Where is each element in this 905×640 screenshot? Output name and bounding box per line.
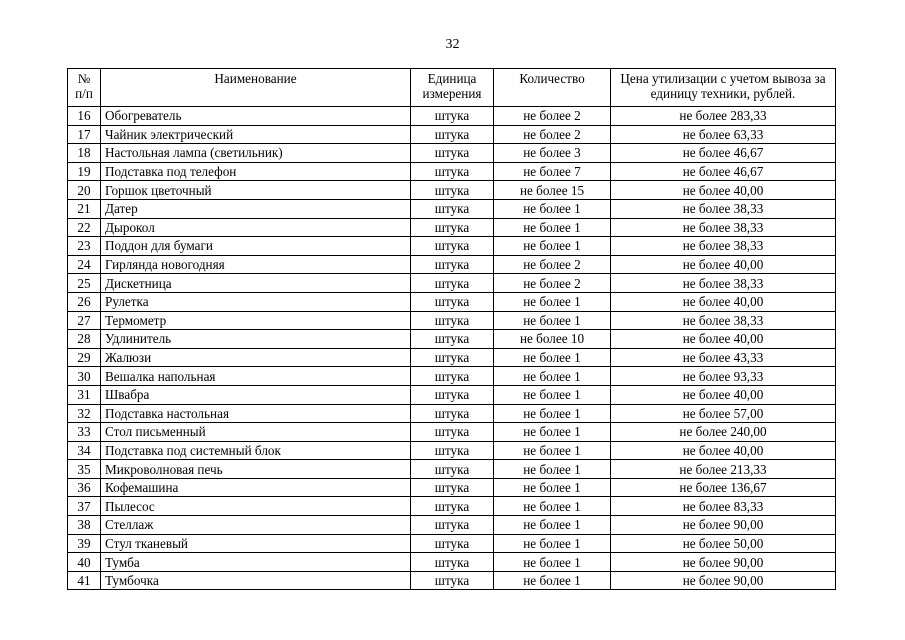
- row-number: 36: [68, 478, 101, 497]
- table-row: [68, 107, 836, 126]
- unit-cell: штука: [411, 404, 494, 423]
- price-cell: не более 57,00: [611, 404, 836, 423]
- price-cell: не более 40,00: [611, 292, 836, 311]
- quantity-cell: не более 1: [494, 478, 611, 497]
- item-name: Удлинитель: [101, 330, 411, 349]
- price-cell: не более 38,33: [611, 274, 836, 293]
- price-cell: не более 38,33: [611, 218, 836, 237]
- row-number: 32: [68, 404, 101, 423]
- quantity-cell: не более 7: [494, 162, 611, 181]
- row-number: 30: [68, 367, 101, 386]
- row-number: 31: [68, 385, 101, 404]
- item-name: Дискетница: [101, 274, 411, 293]
- row-number: 17: [68, 125, 101, 144]
- table-row: [68, 144, 836, 163]
- quantity-cell: не более 1: [494, 460, 611, 479]
- unit-cell: штука: [411, 237, 494, 256]
- price-cell: не более 50,00: [611, 534, 836, 553]
- row-number: 19: [68, 162, 101, 181]
- table-row: [68, 218, 836, 237]
- quantity-cell: не более 1: [494, 385, 611, 404]
- item-name: Чайник электрический: [101, 125, 411, 144]
- price-cell: не более 40,00: [611, 385, 836, 404]
- price-cell: не более 38,33: [611, 199, 836, 218]
- table-row: [68, 497, 836, 516]
- item-name: Горшок цветочный: [101, 181, 411, 200]
- quantity-cell: не более 1: [494, 553, 611, 572]
- row-number: 28: [68, 330, 101, 349]
- page-number: 32: [445, 37, 460, 52]
- price-cell: не более 46,67: [611, 144, 836, 163]
- quantity-cell: не более 1: [494, 199, 611, 218]
- item-name: Рулетка: [101, 292, 411, 311]
- quantity-cell: не более 1: [494, 311, 611, 330]
- quantity-cell: не более 1: [494, 237, 611, 256]
- table-row: [68, 367, 836, 386]
- table-row: [68, 404, 836, 423]
- item-name: Жалюзи: [101, 348, 411, 367]
- item-name: Вешалка напольная: [101, 367, 411, 386]
- unit-cell: штука: [411, 274, 494, 293]
- price-cell: не более 90,00: [611, 516, 836, 535]
- table-row: [68, 292, 836, 311]
- quantity-cell: не более 2: [494, 107, 611, 126]
- row-number: 20: [68, 181, 101, 200]
- item-name: Датер: [101, 199, 411, 218]
- price-cell: не более 43,33: [611, 348, 836, 367]
- item-name: Кофемашина: [101, 478, 411, 497]
- quantity-cell: не более 1: [494, 441, 611, 460]
- header-name: Наименование: [101, 69, 411, 107]
- table-row: [68, 460, 836, 479]
- row-number: 33: [68, 423, 101, 442]
- quantity-cell: не более 2: [494, 255, 611, 274]
- row-number: 25: [68, 274, 101, 293]
- row-number: 38: [68, 516, 101, 535]
- row-number: 37: [68, 497, 101, 516]
- quantity-cell: не более 3: [494, 144, 611, 163]
- item-name: Микроволновая печь: [101, 460, 411, 479]
- unit-cell: штука: [411, 534, 494, 553]
- price-cell: не более 90,00: [611, 553, 836, 572]
- price-cell: не более 213,33: [611, 460, 836, 479]
- table-row: [68, 441, 836, 460]
- item-name: Подставка под телефон: [101, 162, 411, 181]
- quantity-cell: не более 1: [494, 292, 611, 311]
- unit-cell: штука: [411, 144, 494, 163]
- item-name: Пылесос: [101, 497, 411, 516]
- price-cell: не более 83,33: [611, 497, 836, 516]
- price-cell: не более 38,33: [611, 311, 836, 330]
- row-number: 39: [68, 534, 101, 553]
- table-row: [68, 423, 836, 442]
- row-number: 21: [68, 199, 101, 218]
- unit-cell: штука: [411, 199, 494, 218]
- quantity-cell: не более 1: [494, 516, 611, 535]
- item-name: Поддон для бумаги: [101, 237, 411, 256]
- item-name: Подставка под системный блок: [101, 441, 411, 460]
- table-row: [68, 255, 836, 274]
- table-row: [68, 478, 836, 497]
- quantity-cell: не более 1: [494, 404, 611, 423]
- unit-cell: штука: [411, 497, 494, 516]
- unit-cell: штука: [411, 292, 494, 311]
- item-name: Настольная лампа (светильник): [101, 144, 411, 163]
- utilization-price-table: [67, 68, 836, 590]
- item-name: Обогреватель: [101, 107, 411, 126]
- row-number: 29: [68, 348, 101, 367]
- table-row: [68, 553, 836, 572]
- table-body: [68, 107, 836, 590]
- price-cell: не более 46,67: [611, 162, 836, 181]
- price-cell: не более 93,33: [611, 367, 836, 386]
- table-header-row: [68, 69, 836, 107]
- unit-cell: штука: [411, 460, 494, 479]
- table-row: [68, 181, 836, 200]
- table-row: [68, 348, 836, 367]
- price-cell: не более 136,67: [611, 478, 836, 497]
- item-name: Тумба: [101, 553, 411, 572]
- header-price: Цена утилизации с учетом вывоза за единицу техники, рублей.: [611, 69, 836, 107]
- price-cell: не более 63,33: [611, 125, 836, 144]
- header-num: № п/п: [68, 69, 101, 107]
- item-name: Стол письменный: [101, 423, 411, 442]
- row-number: 24: [68, 255, 101, 274]
- price-cell: не более 90,00: [611, 571, 836, 590]
- quantity-cell: не более 1: [494, 423, 611, 442]
- unit-cell: штука: [411, 571, 494, 590]
- price-cell: не более 40,00: [611, 255, 836, 274]
- table-row: [68, 162, 836, 181]
- unit-cell: штука: [411, 255, 494, 274]
- table-row: [68, 237, 836, 256]
- header-quantity: Количество: [494, 69, 611, 107]
- row-number: 23: [68, 237, 101, 256]
- item-name: Стул тканевый: [101, 534, 411, 553]
- quantity-cell: не более 1: [494, 218, 611, 237]
- row-number: 41: [68, 571, 101, 590]
- row-number: 22: [68, 218, 101, 237]
- table-row: [68, 274, 836, 293]
- table-row: [68, 199, 836, 218]
- unit-cell: штука: [411, 553, 494, 572]
- unit-cell: штука: [411, 218, 494, 237]
- quantity-cell: не более 1: [494, 348, 611, 367]
- table-row: [68, 330, 836, 349]
- unit-cell: штука: [411, 348, 494, 367]
- unit-cell: штука: [411, 441, 494, 460]
- table-row: [68, 534, 836, 553]
- item-name: Гирлянда новогодняя: [101, 255, 411, 274]
- table-row: [68, 385, 836, 404]
- unit-cell: штука: [411, 330, 494, 349]
- item-name: Термометр: [101, 311, 411, 330]
- row-number: 27: [68, 311, 101, 330]
- row-number: 26: [68, 292, 101, 311]
- quantity-cell: не более 1: [494, 534, 611, 553]
- item-name: Подставка настольная: [101, 404, 411, 423]
- quantity-cell: не более 10: [494, 330, 611, 349]
- unit-cell: штука: [411, 385, 494, 404]
- price-cell: не более 40,00: [611, 330, 836, 349]
- price-cell: не более 283,33: [611, 107, 836, 126]
- unit-cell: штука: [411, 367, 494, 386]
- row-number: 35: [68, 460, 101, 479]
- row-number: 34: [68, 441, 101, 460]
- row-number: 16: [68, 107, 101, 126]
- header-unit: Единица измерения: [411, 69, 494, 107]
- quantity-cell: не более 1: [494, 367, 611, 386]
- row-number: 40: [68, 553, 101, 572]
- price-cell: не более 40,00: [611, 181, 836, 200]
- item-name: Тумбочка: [101, 571, 411, 590]
- quantity-cell: не более 1: [494, 497, 611, 516]
- unit-cell: штука: [411, 181, 494, 200]
- row-number: 18: [68, 144, 101, 163]
- table-row: [68, 311, 836, 330]
- item-name: Швабра: [101, 385, 411, 404]
- unit-cell: штука: [411, 125, 494, 144]
- quantity-cell: не более 2: [494, 125, 611, 144]
- unit-cell: штука: [411, 107, 494, 126]
- item-name: Стеллаж: [101, 516, 411, 535]
- unit-cell: штука: [411, 162, 494, 181]
- price-cell: не более 40,00: [611, 441, 836, 460]
- unit-cell: штука: [411, 516, 494, 535]
- unit-cell: штука: [411, 311, 494, 330]
- quantity-cell: не более 15: [494, 181, 611, 200]
- unit-cell: штука: [411, 478, 494, 497]
- quantity-cell: не более 2: [494, 274, 611, 293]
- table-row: [68, 571, 836, 590]
- unit-cell: штука: [411, 423, 494, 442]
- table-row: [68, 516, 836, 535]
- price-cell: не более 240,00: [611, 423, 836, 442]
- table-row: [68, 125, 836, 144]
- quantity-cell: не более 1: [494, 571, 611, 590]
- item-name: Дырокол: [101, 218, 411, 237]
- price-cell: не более 38,33: [611, 237, 836, 256]
